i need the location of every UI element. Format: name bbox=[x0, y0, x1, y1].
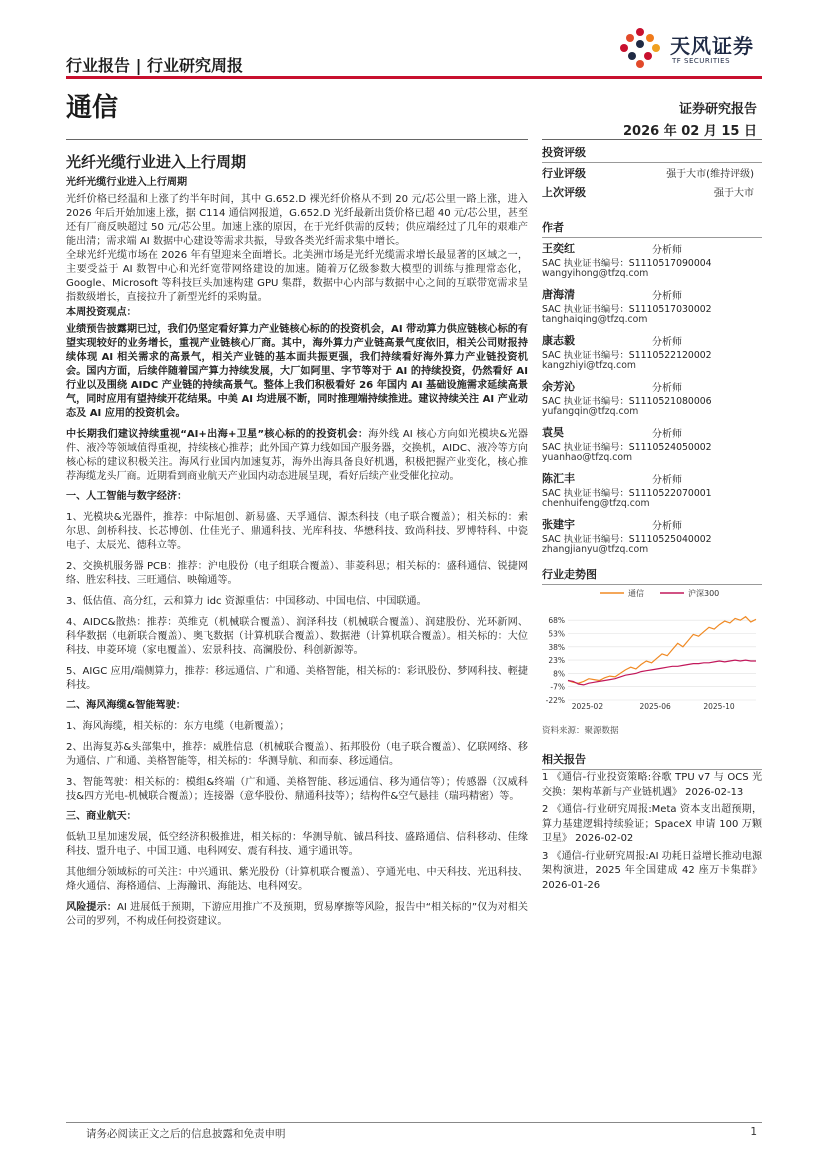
author-name: 王奕红 bbox=[542, 242, 575, 255]
paragraph-lead: 中长期我们建议持续重视“AI+出海+卫星”核心标的的投资机会： bbox=[66, 429, 369, 440]
legend-label-hs300: 沪深300 bbox=[688, 589, 720, 598]
list-item: 3、低估值、高分红，云和算力 idc 资源重估：中国移动、中国电信、中国联通。 bbox=[66, 596, 427, 607]
footer-disclaimer: 请务必阅读正文之后的信息披露和免责申明 bbox=[86, 1128, 286, 1140]
chart-y-tick-label: -22% bbox=[545, 696, 565, 705]
author-cert: SAC 执业证书编号：S1110517090004 bbox=[542, 258, 712, 269]
risk-note bbox=[66, 901, 528, 929]
list-item: 2、出海复苏&头部集中，推荐：威胜信息（机械联合覆盖）、拓邦股份（电子联合覆盖）、亿联网络、移为通信、广和通、美格智能等，相关标的：华测导航、和而泰、移远通信。 bbox=[66, 742, 528, 767]
chart-x-tick-label: 2025-06 bbox=[639, 702, 671, 711]
chart-legend bbox=[600, 588, 719, 598]
author-entry bbox=[542, 514, 762, 560]
author-title: 分析师 bbox=[652, 521, 682, 532]
rating-value: 强于大市 bbox=[714, 188, 754, 199]
chart-series-line-1 bbox=[568, 660, 756, 685]
list-item: 3、智能驾驶：相关标的：模组&终端（广和通、美格智能、移远通信、移为通信等）；传感器（汉威科技&四方光电-机械联合覆盖）；连接器（意华股份、鼎通科技等）；结构件&空气悬挂（瑞玛精密）等。 bbox=[66, 777, 528, 802]
related-report-link[interactable]: 3 《通信-行业研究周报:AI 功耗日益增长推动电源架构演进，2025 年全国建成 42 座万卡集群》 2026-01-26 bbox=[542, 850, 762, 891]
author-cert: SAC 执业证书编号：S1110522070001 bbox=[542, 488, 712, 499]
company-logo bbox=[612, 26, 782, 70]
list-item: 2、交换机服务器 PCB：推荐：沪电股份（电子组联合覆盖）、菲菱科思；相关标的：盛科通信、锐捷网络、胜宏科技、三旺通信、映翰通等。 bbox=[66, 561, 528, 586]
author-cert: SAC 执业证书编号：S1110521080006 bbox=[542, 396, 712, 407]
author-name: 唐海清 bbox=[542, 288, 575, 301]
section-heading: 三、商业航天： bbox=[66, 811, 137, 822]
related-report-link[interactable]: 2 《通信-行业研究周报:Meta 资本支出超预期，算力基建逻辑持续验证；SpaceX 申请 100 万颗卫星》 2026-02-02 bbox=[542, 804, 762, 844]
author-entry bbox=[542, 284, 762, 330]
report-type: 行业报告 | 行业研究周报 bbox=[66, 56, 243, 75]
chart-source: 资料来源：聚源数据 bbox=[542, 726, 619, 736]
section-heading: 一、人工智能与数字经济： bbox=[66, 491, 188, 502]
author-email[interactable]: zhangjianyu@tfzq.com bbox=[542, 544, 649, 555]
chart-x-tick-label: 2025-02 bbox=[571, 702, 604, 711]
author-title: 分析师 bbox=[652, 291, 682, 302]
sidebar bbox=[542, 140, 762, 560]
author-cert: SAC 执业证书编号：S1110524050002 bbox=[542, 442, 712, 453]
related-report-link[interactable]: 1 《通信-行业投资策略:谷歌 TPU v7 与 OCS 光交换：架构革新与产业链机遇》 2026-02-13 bbox=[542, 772, 762, 798]
risk-text: AI 进展低于预期，下游应用推广不及预期，贸易摩擦等风险，报告中“相关标的”仅为对相关公司的罗列，不构成任何投资建议。 bbox=[66, 902, 529, 927]
header-divider bbox=[66, 76, 762, 79]
list-item: 其他细分领域标的可关注：中兴通讯、紫光股份（计算机联合覆盖）、亨通光电、中天科技、光迅科技、烽火通信、海格通信、上海瀚讯、海能达、电科网安。 bbox=[66, 867, 528, 892]
chart-y-tick-label: 38% bbox=[548, 642, 565, 652]
author-name: 张建宇 bbox=[542, 518, 575, 531]
industry-name: 通信 bbox=[66, 93, 119, 123]
logo-text-cn: 天风证券 bbox=[670, 34, 754, 58]
rating-label: 上次评级 bbox=[542, 185, 586, 199]
author-heading: 作者 bbox=[542, 215, 762, 238]
author-email[interactable]: yufangqin@tfzq.com bbox=[542, 406, 639, 417]
author-entry bbox=[542, 238, 762, 284]
author-cert: SAC 执业证书编号：S1110525040002 bbox=[542, 534, 712, 545]
page-title: 光纤光缆行业进入上行周期 bbox=[66, 153, 247, 171]
paragraph-bold: 业绩预告披露期已过，我们仍坚定看好算力产业链核心标的的投资机会，AI 带动算力供应链核心标的有望实现较好的业务增长，重视产业链核心厂商。其中，海外算力产业链高景气度依旧，相关公司财报持续体现 AI 相关需求的高景气，相关产业链的基本面共振更强，我们持续看好海外算力产业链投资机会。国内方面，后续伴随着国产算力持续发展，大厂如阿里、字节等对于 AI 的持续投资，仍然看好 AI 行业以及围绕 AIDC 产业链的持续高景气。整体上我们积极看好 26 年国内 AI 基础设施需求延续高景气，同时应用有望持续开花结果。中美 AI 均进展不断，同时推理端持续推进。建议持续关注 AI 产业动态及 AI 应用的投资机会。 bbox=[66, 324, 528, 419]
report-date: 2026 年 02 月 15 日 bbox=[623, 124, 757, 139]
author-title: 分析师 bbox=[652, 383, 682, 394]
main-body bbox=[66, 176, 528, 929]
author-email[interactable]: tanghaiqing@tfzq.com bbox=[542, 314, 648, 325]
section-heading: 二、海风海缆&智能驾驶： bbox=[66, 700, 186, 711]
paragraph-text: 海外线 AI 核心方向如光模块&光器件、液冷等领域值得重视，持续核心推荐；此外国产算力线如国产服务器，交换机，AIDC、液冷等方向核心标的建议积极关注。海风行业国内加速复苏，海外出海具备良好机遇，积极把握产业变化，核心推荐海缆龙头厂商。近期看到商业航天产业国内动态进展呈现，看好后续产业受催化拉动。 bbox=[66, 429, 529, 482]
rating-label: 行业评级 bbox=[542, 166, 586, 180]
author-cert: SAC 执业证书编号：S1110517030002 bbox=[542, 304, 712, 315]
chart-y-tick-label: 53% bbox=[548, 629, 565, 639]
author-title: 分析师 bbox=[652, 337, 682, 348]
page-number: 1 bbox=[750, 1126, 757, 1138]
rating-heading: 投资评级 bbox=[542, 140, 762, 163]
related-reports bbox=[542, 771, 762, 896]
author-entry bbox=[542, 376, 762, 422]
list-item: 1、海风海缆，相关标的：东方电缆（电新覆盖）； bbox=[66, 721, 290, 732]
paragraph: 全球光纤光缆市场在 2026 年有望迎来全面增长。北美洲市场是光纤光缆需求增长最显著的区域之一，主要受益于 AI 数智中心和光纤宽带网络建设的加速。随着万亿级参数大模型的训练与推理常态化，Google、Microsoft 等科技巨头加速构建 GPU 集群，数据中心内部与数据中心之间的互联带宽需求呈指数级增长，直接拉升了新型光纤的采购量。 bbox=[66, 250, 528, 303]
author-name: 陈汇丰 bbox=[542, 472, 575, 485]
rating-row bbox=[542, 163, 762, 182]
rating-value: 强于大市(维持评级) bbox=[666, 169, 754, 180]
chart-y-tick-label: 68% bbox=[548, 616, 565, 626]
list-item: 5、AIGC 应用/端侧算力，推荐：移远通信、广和通、美格智能，相关标的：彩讯股份、梦网科技、輕捷科技。 bbox=[66, 666, 528, 691]
title-divider bbox=[66, 139, 528, 140]
legend-label-tongxin: 通信 bbox=[628, 589, 644, 598]
logo-text-en: TF SECURITIES bbox=[672, 57, 731, 65]
list-item: 低轨卫星加速发展，低空经济积极推进，相关标的：华测导航、铖昌科技、盛路通信、信科移动、佳缘科技、盟升电子、中国卫通、电科网安、震有科技、通宇通讯等。 bbox=[66, 832, 528, 857]
author-name: 袁昊 bbox=[542, 426, 564, 439]
list-item: 4、AIDC&散热：推荐：英维克（机械联合覆盖）、润泽科技（机械联合覆盖）、润建股份、光环新网、科华数据（电新联合覆盖）、奥飞数据（计算机联合覆盖）、数据港（计算机联合覆盖）。相关标的：大位科技、申菱环境（家电覆盖）、宏景科技、高澜股份、科创新源等。 bbox=[66, 617, 528, 656]
report-kind: 证券研究报告 bbox=[678, 102, 757, 117]
risk-label: 风险提示： bbox=[66, 902, 117, 913]
chart-y-tick-label: 8% bbox=[553, 669, 565, 679]
author-entry bbox=[542, 422, 762, 468]
chart-heading: 行业走势图 bbox=[542, 566, 762, 585]
author-email[interactable]: wangyihong@tfzq.com bbox=[542, 268, 649, 279]
author-email[interactable]: chenhuifeng@tfzq.com bbox=[542, 498, 650, 509]
chart-y-tick-label: 23% bbox=[548, 656, 565, 666]
author-email[interactable]: yuanhao@tfzq.com bbox=[542, 452, 633, 463]
related-heading: 相关报告 bbox=[542, 751, 762, 770]
author-title: 分析师 bbox=[652, 429, 682, 440]
list-item: 1、光模块&光器件，推荐：中际旭创、新易盛、天孚通信、源杰科技（电子联合覆盖）；相关标的：索尔思、剑桥科技、长芯博创、仕佳光子、鼎通科技、光库科技、华懋科技、致尚科技、罗博特科、中瓷电子、太辰光、德科立等。 bbox=[66, 512, 528, 551]
author-cert: SAC 执业证书编号：S1110522120002 bbox=[542, 350, 712, 361]
trend-chart bbox=[542, 584, 762, 714]
logo-mark-icon bbox=[612, 26, 668, 70]
chart-y-tick-label: -7% bbox=[550, 682, 565, 692]
rating-row bbox=[542, 182, 762, 201]
author-email[interactable]: kangzhiyi@tfzq.com bbox=[542, 360, 636, 371]
author-title: 分析师 bbox=[652, 245, 682, 256]
author-name: 康志毅 bbox=[542, 334, 575, 347]
footer-divider bbox=[66, 1122, 762, 1123]
subsection-title: 光纤光缆行业进入上行周期 bbox=[66, 177, 188, 188]
paragraph bbox=[66, 428, 528, 484]
paragraph: 光纤价格已经温和上涨了约半年时间，其中 G.652.D 裸光纤价格从不到 20 元/芯公里一路上涨，进入 2026 年后开始加速上涨，据 C114 通信网报道，G.652.D 光纤最新出货价格已超 40 元/芯公里，甚至还有厂商反映超过 50 元/芯公里。加速上涨的原因，在于光纤供需的反转；供应端经过了几年的艰难产能出清；需求端 AI 数据中心建设等需求共振，导致各类光纤需求集中增长。 bbox=[66, 194, 528, 247]
subsection-title: 本周投资观点： bbox=[66, 307, 137, 318]
author-entry bbox=[542, 330, 762, 376]
author-name: 余芳沁 bbox=[542, 380, 575, 393]
author-title: 分析师 bbox=[652, 475, 682, 486]
chart-x-tick-label: 2025-10 bbox=[703, 702, 735, 711]
author-list bbox=[542, 238, 762, 560]
author-entry bbox=[542, 468, 762, 514]
